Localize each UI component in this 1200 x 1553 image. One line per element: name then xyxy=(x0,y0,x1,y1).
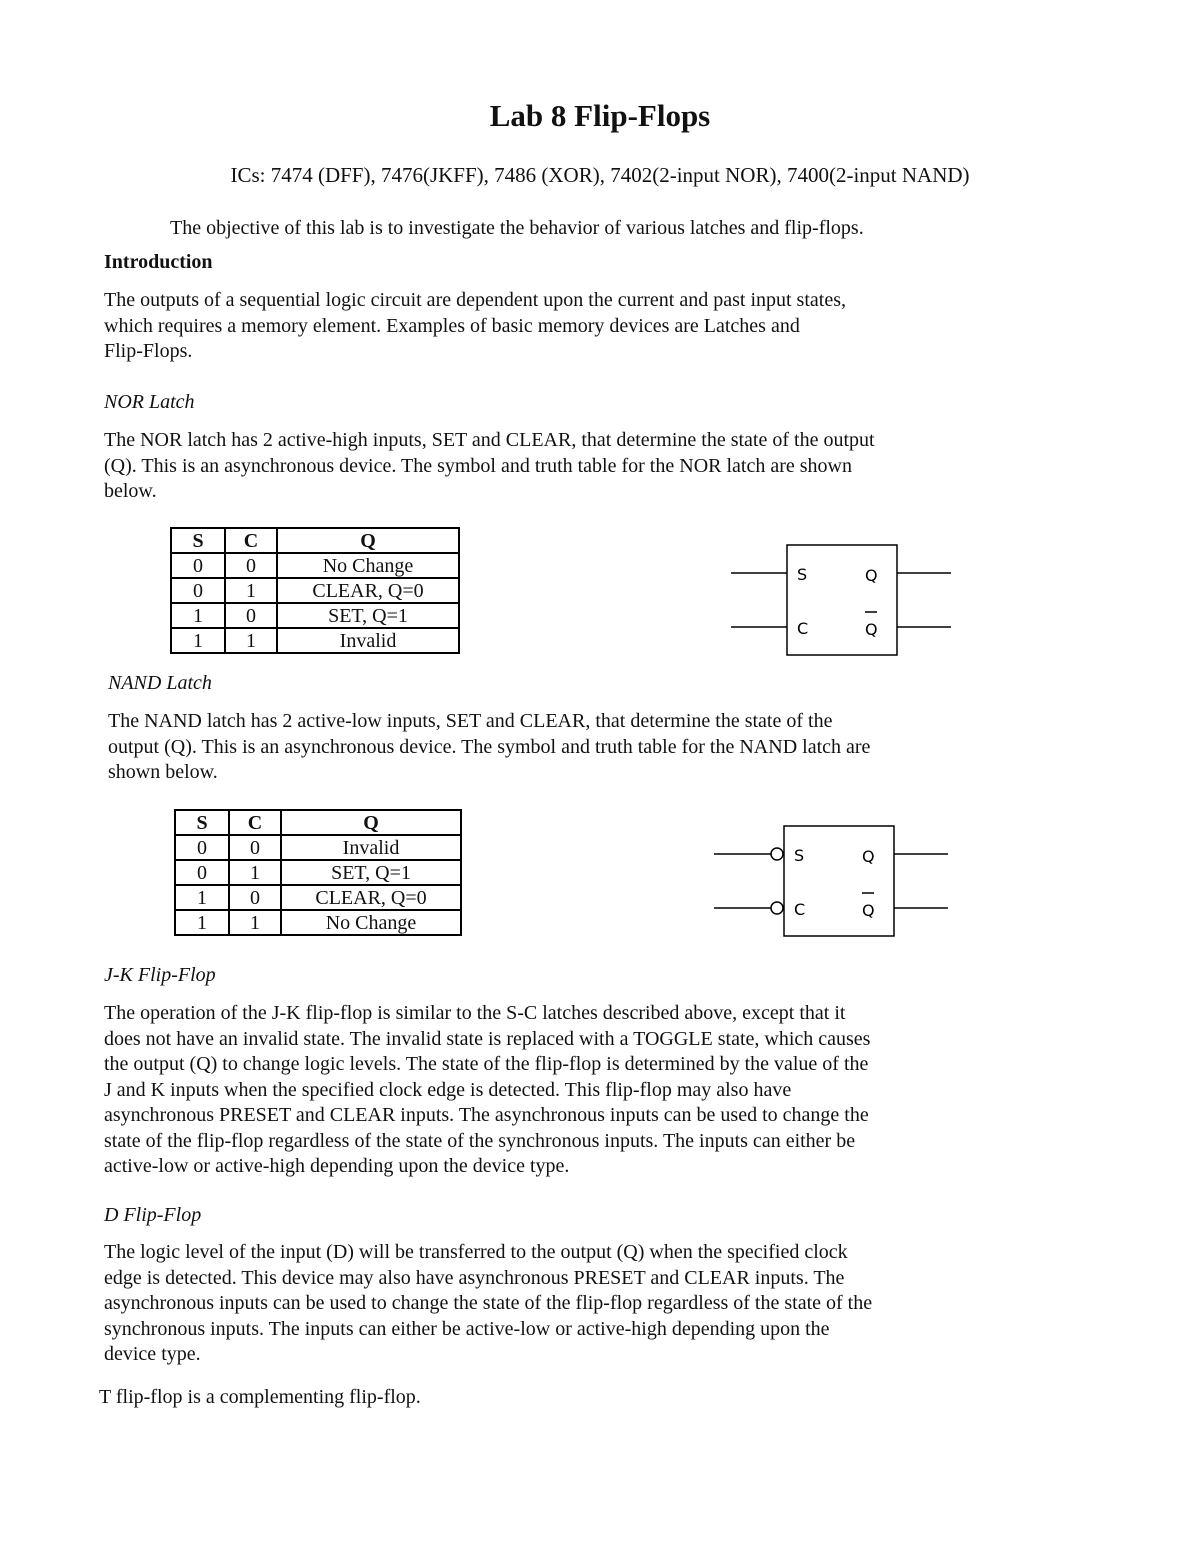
table-cell: SET, Q=1 xyxy=(277,603,459,628)
column-header-s: S xyxy=(175,810,229,835)
introduction-paragraph xyxy=(104,288,1004,365)
paragraph-line: The logic level of the input (D) will be transferred to the output (Q) when the specified clock xyxy=(104,1241,848,1263)
table-header-row xyxy=(175,810,461,835)
table-row xyxy=(171,603,459,628)
table-cell: 0 xyxy=(229,885,281,910)
paragraph-line: output (Q). This is an asynchronous device. The symbol and truth table for the NAND latch are xyxy=(108,735,871,758)
paragraph-line: Flip-Flops. xyxy=(104,340,193,362)
symbol-label-q: Q xyxy=(865,566,878,585)
table-header-row xyxy=(171,528,459,553)
table-cell: 0 xyxy=(229,835,281,860)
paragraph-line: The operation of the J-K flip-flop is similar to the S-C latches described above, except that it xyxy=(104,1002,846,1024)
d-flip-flop-paragraph xyxy=(104,1240,1004,1368)
table-cell: CLEAR, Q=0 xyxy=(281,885,461,910)
table-cell: 0 xyxy=(225,603,277,628)
table-cell: SET, Q=1 xyxy=(281,860,461,885)
paragraph-line: The outputs of a sequential logic circuit are dependent upon the current and past input states, xyxy=(104,289,846,311)
symbol-label-qbar: Q xyxy=(862,901,875,920)
table-cell: 1 xyxy=(171,603,225,628)
nor-latch-paragraph xyxy=(104,428,1004,505)
table-cell: 1 xyxy=(225,628,277,653)
table-cell: 1 xyxy=(229,910,281,935)
paragraph-line: edge is detected. This device may also have asynchronous PRESET and CLEAR inputs. The xyxy=(104,1266,845,1289)
paragraph-line: the output (Q) to change logic levels. The state of the flip-flop is determined by the value of the xyxy=(104,1053,869,1075)
table-row xyxy=(171,553,459,578)
nor-latch-symbol xyxy=(725,540,965,660)
table-cell: 1 xyxy=(175,910,229,935)
column-header-q: Q xyxy=(277,528,459,553)
column-header-q: Q xyxy=(281,810,461,835)
paragraph-line: asynchronous inputs can be used to change the state of the flip-flop regardless of the state of the xyxy=(104,1292,873,1314)
table-row xyxy=(171,628,459,653)
table-cell: 1 xyxy=(171,628,225,653)
introduction-heading: Introduction xyxy=(104,251,213,273)
paragraph-line: synchronous inputs. The inputs can either be active-low or active-high depending upon the xyxy=(104,1317,830,1340)
paragraph-line: does not have an invalid state. The invalid state is replaced with a TOGGLE state, which causes xyxy=(104,1027,871,1050)
jk-flip-flop-paragraph xyxy=(104,1001,1004,1180)
paragraph-line: device type. xyxy=(104,1343,201,1365)
nand-latch-heading: NAND Latch xyxy=(108,672,212,694)
table-row xyxy=(175,835,461,860)
ics-list: ICs: 7474 (DFF), 7476(JKFF), 7486 (XOR), 7402(2-input NOR), 7400(2-input NAND) xyxy=(230,163,970,187)
table-cell: 0 xyxy=(225,553,277,578)
table-cell: 0 xyxy=(171,553,225,578)
table-cell: 0 xyxy=(171,578,225,603)
table-cell: No Change xyxy=(281,910,461,935)
paragraph-line: The NOR latch has 2 active-high inputs, SET and CLEAR, that determine the state of the output xyxy=(104,429,875,451)
table-cell: CLEAR, Q=0 xyxy=(277,578,459,603)
paragraph-line: J and K inputs when the specified clock edge is detected. This flip-flop may also have xyxy=(104,1078,792,1101)
paragraph-line: shown below. xyxy=(108,761,218,783)
symbol-label-s: S xyxy=(797,565,808,584)
paragraph-line: active-low or active-high depending upon the device type. xyxy=(104,1155,570,1177)
input-s-inversion-bubble xyxy=(771,848,783,860)
symbol-label-q: Q xyxy=(862,847,875,866)
table-cell: 1 xyxy=(225,578,277,603)
table-cell: 0 xyxy=(175,835,229,860)
nand-latch-symbol xyxy=(708,820,958,942)
t-flip-flop-note: T flip-flop is a complementing flip-flop. xyxy=(99,1386,421,1408)
paragraph-line: state of the flip-flop regardless of the state of the synchronous inputs. The inputs can either be xyxy=(104,1129,856,1152)
paragraph-line: asynchronous PRESET and CLEAR inputs. The asynchronous inputs can be used to change the xyxy=(104,1104,869,1126)
symbol-label-qbar: Q xyxy=(865,620,878,639)
paragraph-line: below. xyxy=(104,480,157,502)
nand-latch-truth-table xyxy=(174,809,462,936)
column-header-s: S xyxy=(171,528,225,553)
nand-latch-paragraph xyxy=(108,709,1008,786)
jk-flip-flop-heading: J-K Flip-Flop xyxy=(104,964,216,986)
paragraph-line: The NAND latch has 2 active-low inputs, SET and CLEAR, that determine the state of the xyxy=(108,710,833,732)
symbol-label-c: C xyxy=(797,619,809,638)
symbol-label-c: C xyxy=(794,900,806,919)
table-cell: 1 xyxy=(175,885,229,910)
latch-box xyxy=(787,545,897,655)
column-header-c: C xyxy=(225,528,277,553)
column-header-c: C xyxy=(229,810,281,835)
table-row xyxy=(171,578,459,603)
nor-latch-truth-table xyxy=(170,527,460,654)
table-cell: 0 xyxy=(175,860,229,885)
paragraph-line: which requires a memory element. Examples of basic memory devices are Latches and xyxy=(104,314,800,337)
input-c-inversion-bubble xyxy=(771,902,783,914)
nor-latch-heading: NOR Latch xyxy=(104,391,195,413)
symbol-label-s: S xyxy=(794,846,805,865)
table-row xyxy=(175,885,461,910)
table-row xyxy=(175,860,461,885)
latch-box xyxy=(784,826,894,936)
table-cell: No Change xyxy=(277,553,459,578)
table-cell: Invalid xyxy=(281,835,461,860)
page-title: Lab 8 Flip-Flops xyxy=(489,98,711,133)
d-flip-flop-heading: D Flip-Flop xyxy=(104,1204,202,1226)
table-cell: Invalid xyxy=(277,628,459,653)
objective-text: The objective of this lab is to investigate the behavior of various latches and flip-flops. xyxy=(170,217,864,239)
table-cell: 1 xyxy=(229,860,281,885)
paragraph-line: (Q). This is an asynchronous device. The symbol and truth table for the NOR latch are shown xyxy=(104,454,852,477)
table-row xyxy=(175,910,461,935)
